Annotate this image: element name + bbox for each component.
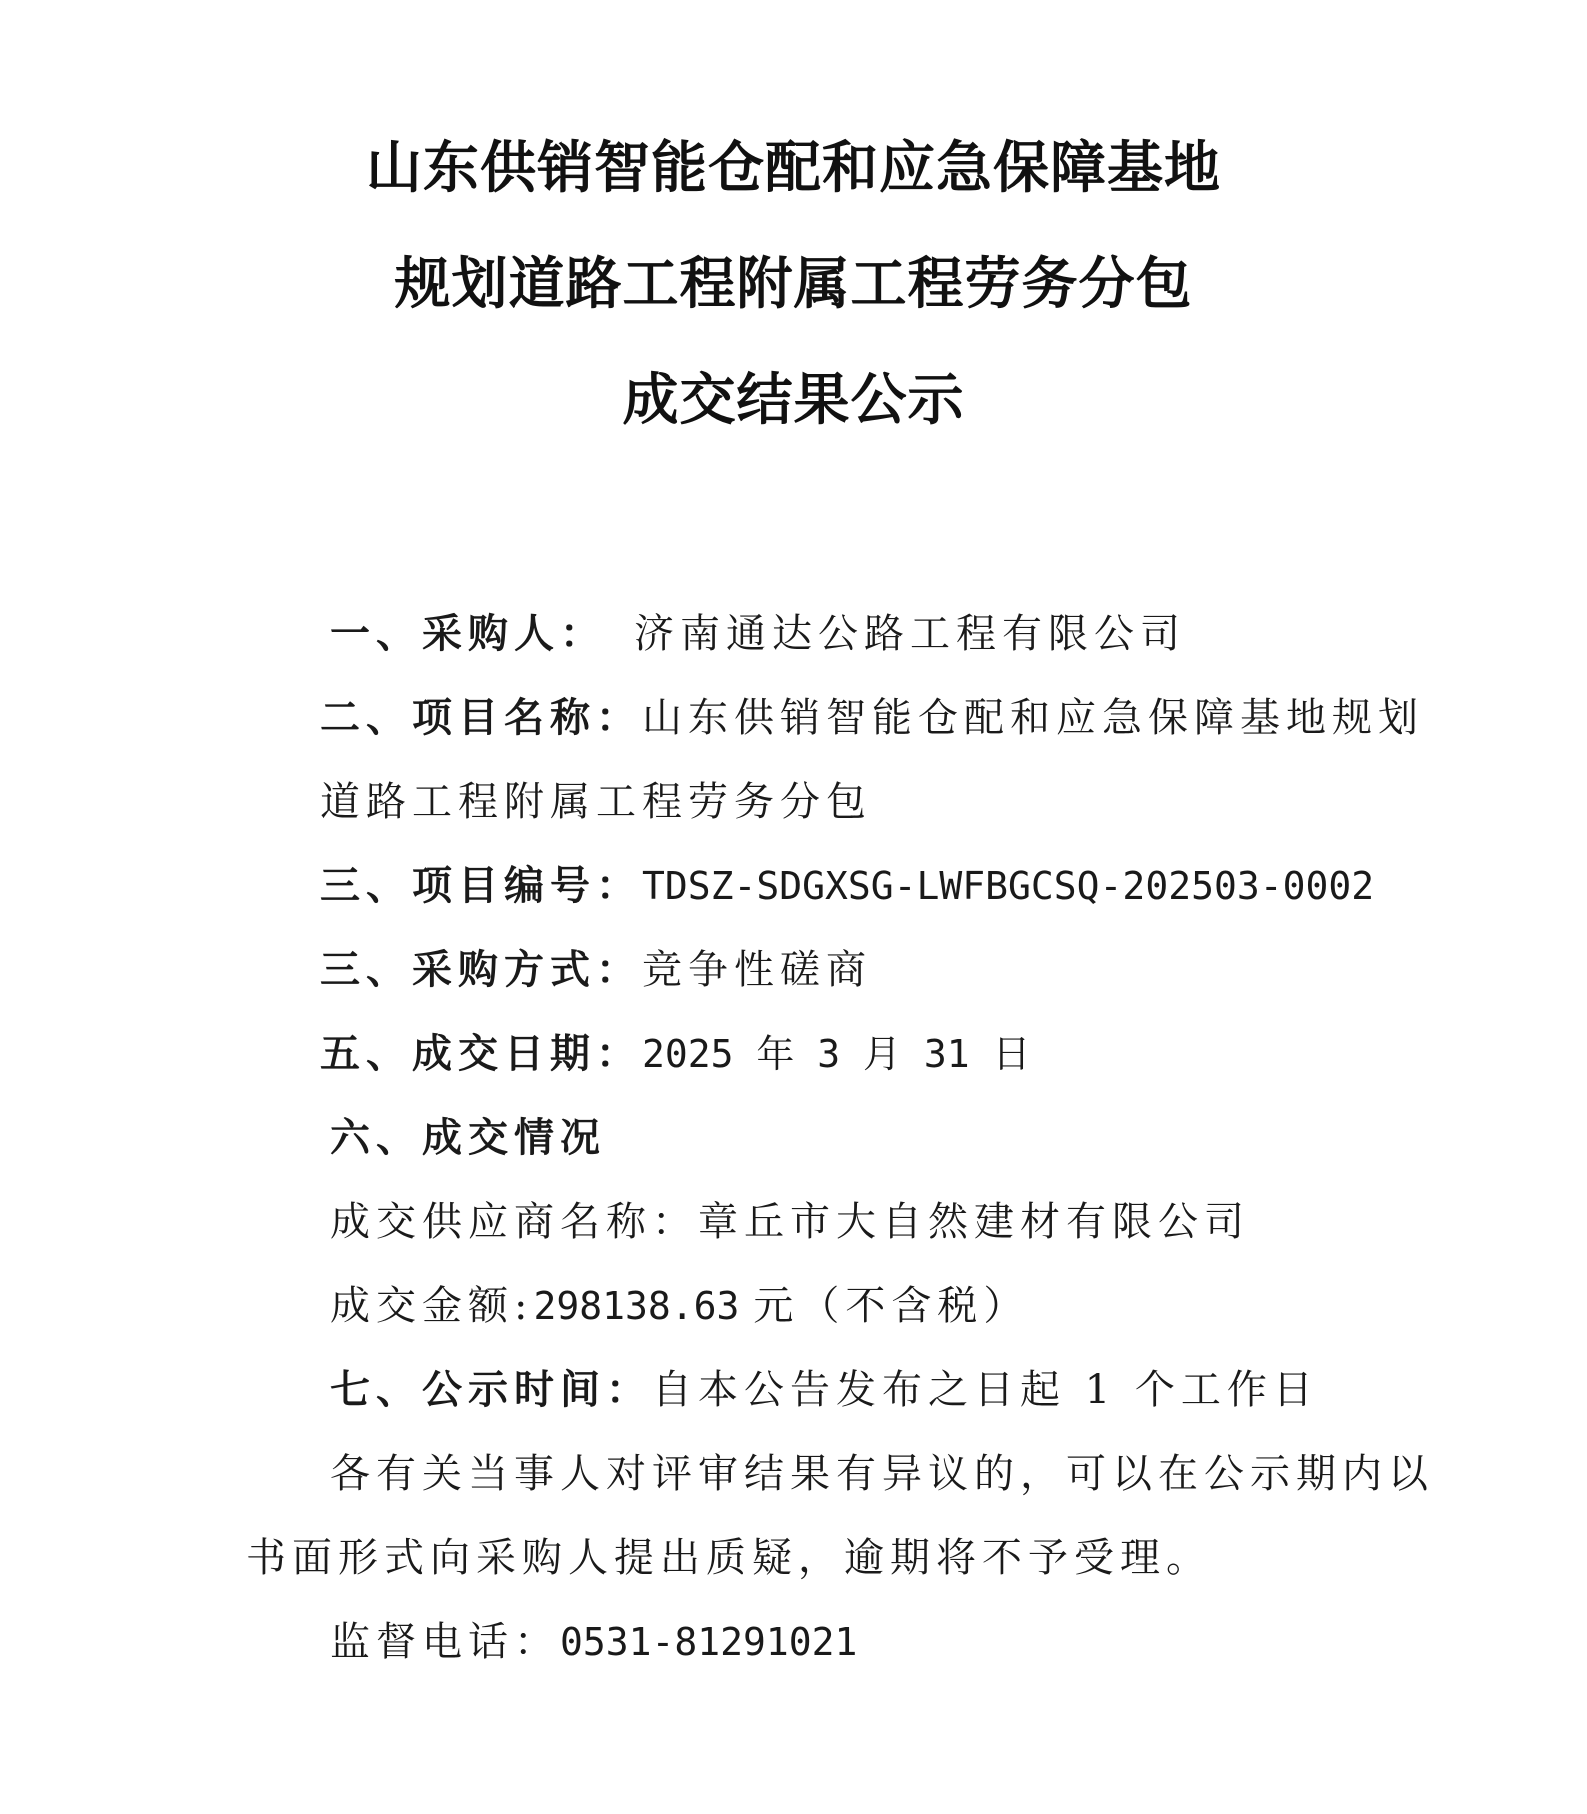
supervision-phone-label: 监督电话：	[330, 1619, 560, 1665]
title-line-2: 规划道路工程附属工程劳务分包	[394, 251, 1193, 317]
deal-date-value: 2025 年 3 月 31 日	[642, 1032, 1031, 1076]
procurement-method-label: 三、采购方式：	[320, 946, 642, 993]
project-name-value-line1: 山东供销智能仓配和应急保障基地规划	[642, 695, 1424, 741]
amount-suffix: 元（不含税）	[753, 1283, 1030, 1329]
supervision-phone-value: 0531-81291021	[560, 1620, 858, 1664]
announcement-period-row	[330, 1362, 1319, 1418]
title-line-1: 山东供销智能仓配和应急保障基地	[366, 135, 1221, 201]
objection-note-line-1: 各有关当事人对评审结果有异议的，可以在公示期内以	[330, 1451, 1434, 1497]
announcement-period-label: 七、公示时间：	[330, 1366, 652, 1413]
amount-row	[330, 1278, 1029, 1334]
purchaser-label: 一、采购人：	[330, 610, 606, 657]
title-line-3: 成交结果公示	[622, 367, 965, 433]
deal-status-heading: 六、成交情况	[330, 1114, 606, 1161]
project-name-row	[320, 690, 1424, 746]
project-number-value: TDSZ-SDGXSG-LWFBGCSQ-202503-0002	[642, 864, 1375, 908]
supplier-value: 章丘市大自然建材有限公司	[698, 1199, 1250, 1245]
amount-label: 成交金额:	[330, 1283, 534, 1329]
purchaser-value: 济南通达公路工程有限公司	[634, 611, 1186, 657]
objection-note-line-2: 书面形式向采购人提出质疑，逾期将不予受理。	[246, 1535, 1212, 1581]
project-name-continuation: 道路工程附属工程劳务分包	[320, 779, 872, 825]
procurement-method-row	[320, 942, 872, 998]
project-name-label: 二、项目名称：	[320, 694, 642, 741]
supervision-phone-row	[330, 1614, 857, 1670]
project-number-row	[320, 858, 1374, 914]
deal-date-label: 五、成交日期：	[320, 1030, 642, 1077]
amount-value: 298138.63	[533, 1284, 740, 1328]
deal-date-row	[320, 1026, 1031, 1082]
procurement-method-value: 竞争性磋商	[642, 947, 872, 993]
supplier-row	[330, 1194, 1250, 1250]
announcement-period-value: 自本公告发布之日起 1 个工作日	[652, 1367, 1319, 1413]
purchaser-row	[330, 606, 1186, 662]
supplier-label: 成交供应商名称：	[330, 1199, 698, 1245]
project-number-label: 三、项目编号：	[320, 862, 642, 909]
